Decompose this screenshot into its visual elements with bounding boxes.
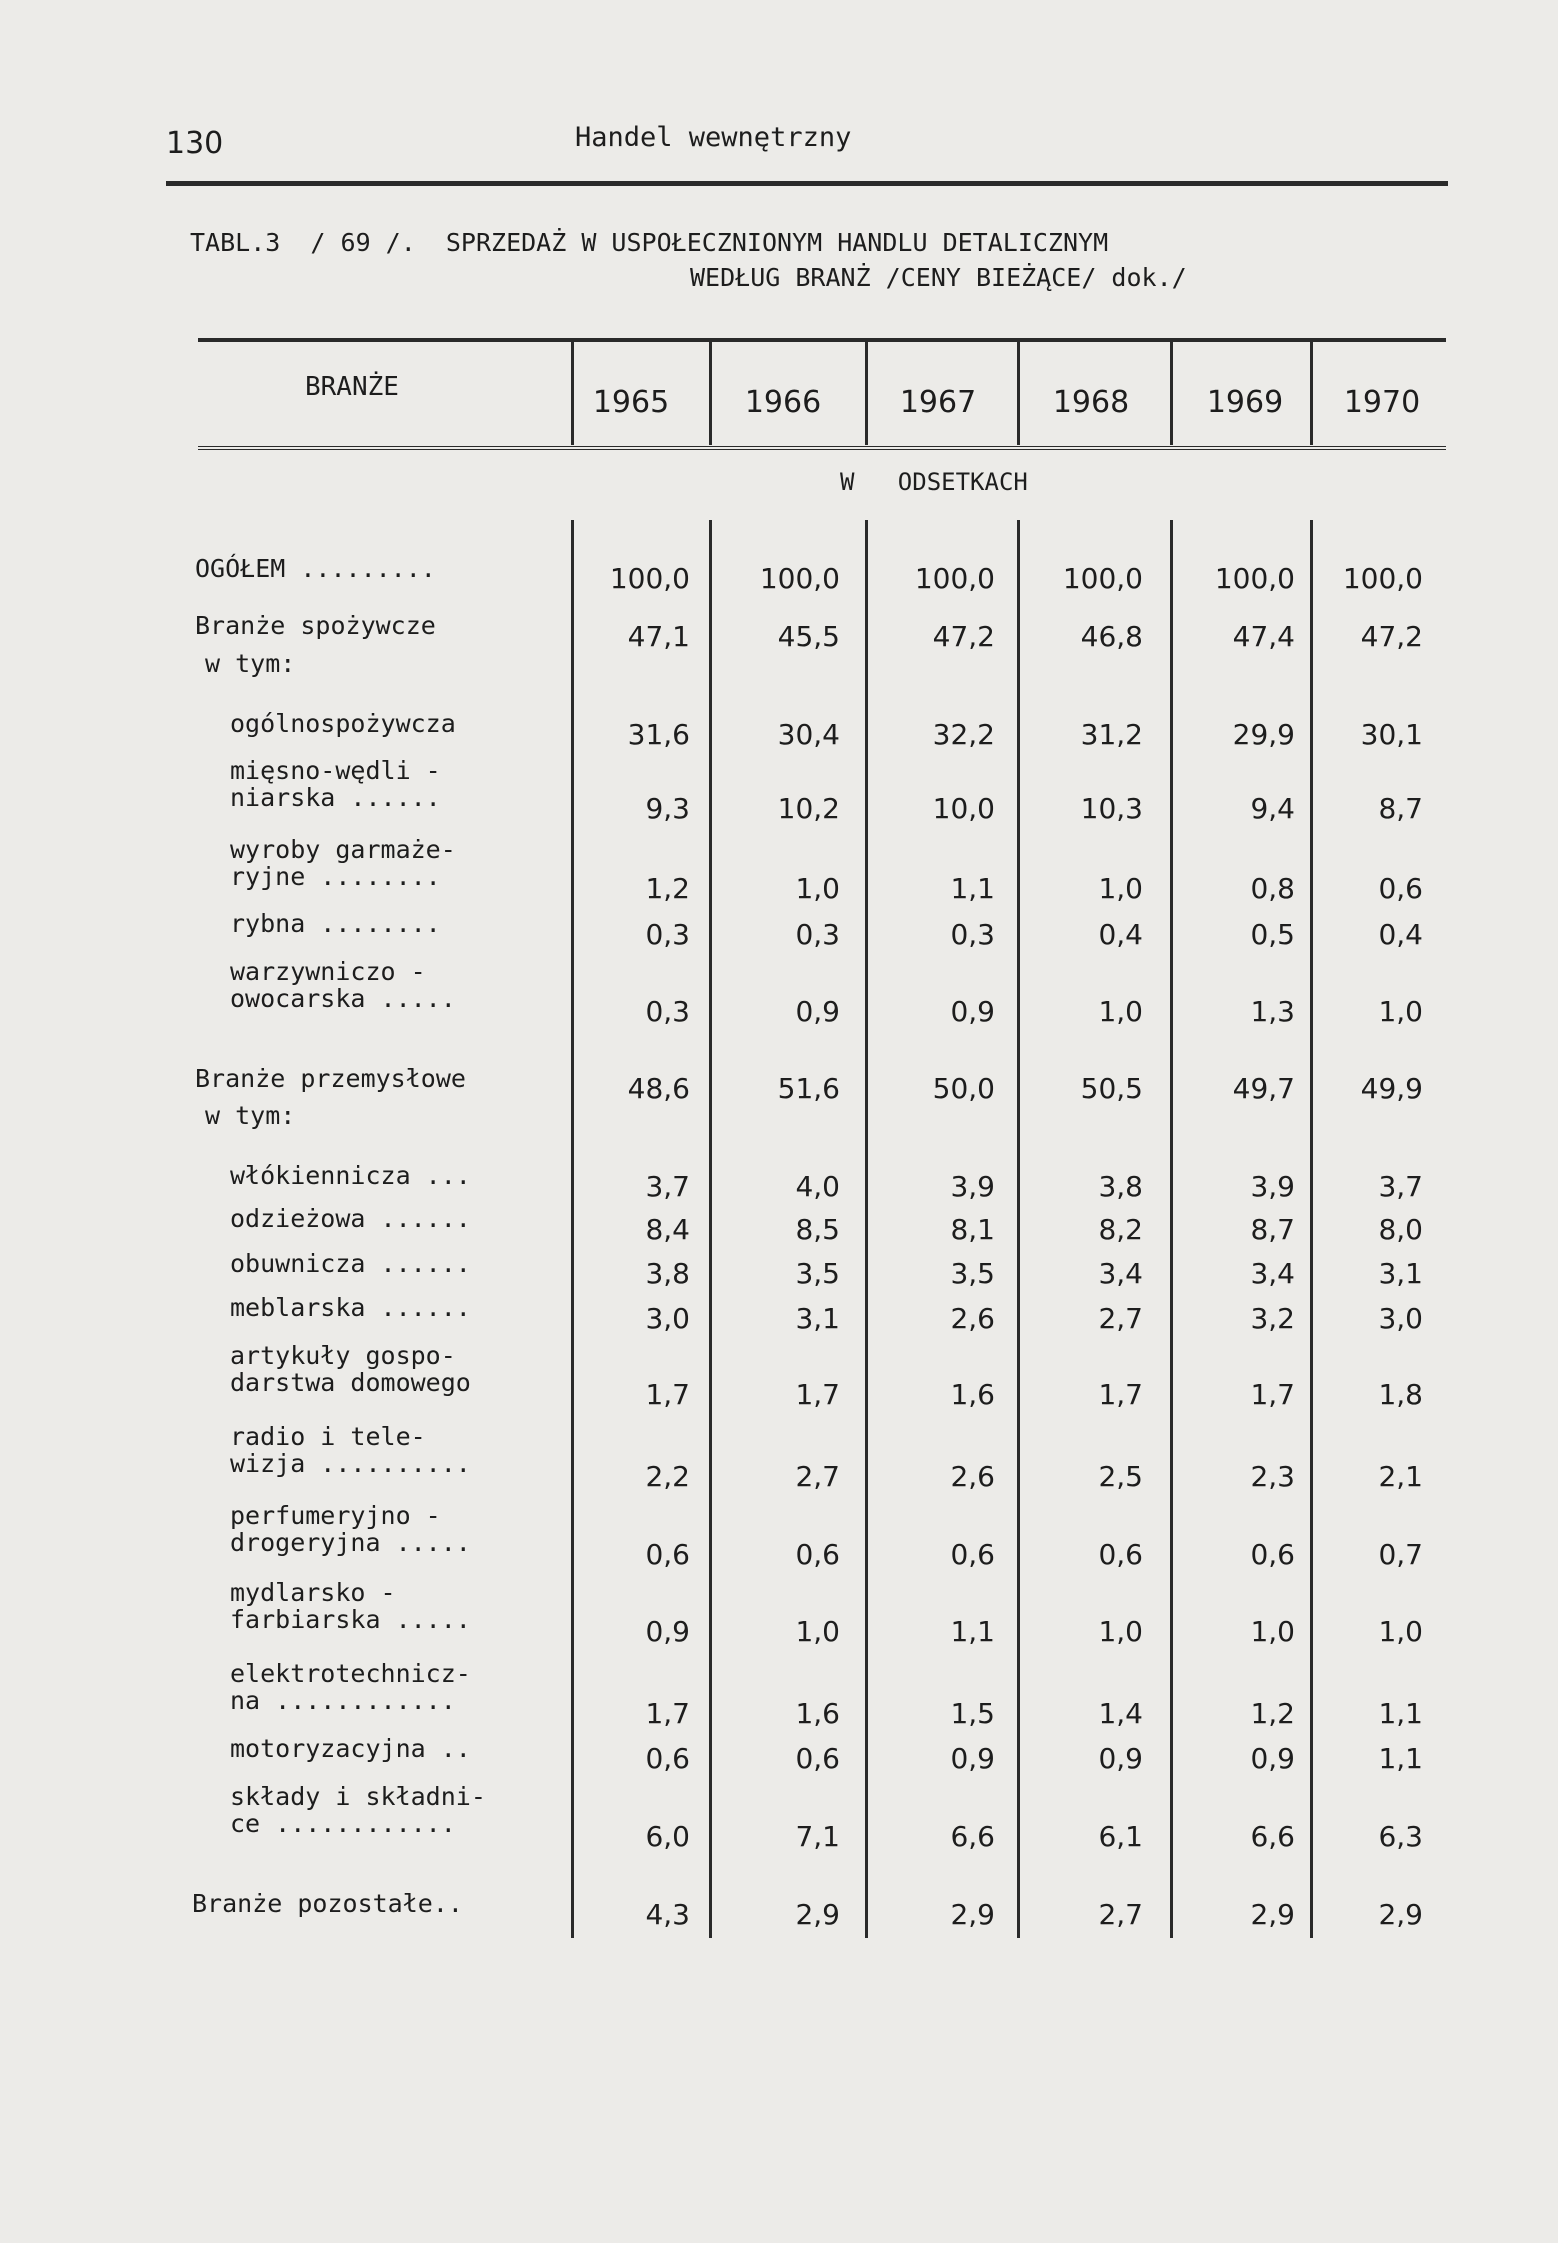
table-cell: 3,2 [1250,1302,1295,1335]
table-cell: 29,9 [1232,718,1295,751]
row-label: mydlarsko - farbiarska ..... [230,1578,471,1634]
table-cell: 1,0 [1098,995,1143,1028]
table-cell: 47,2 [932,620,995,653]
table-cell: 31,6 [627,718,690,751]
column-separator [1310,342,1313,445]
table-cell: 2,1 [1378,1460,1423,1493]
table-cell: 49,9 [1360,1072,1423,1105]
table-cell: 1,1 [950,1615,995,1648]
table-cell: 1,0 [1098,1615,1143,1648]
table-cell: 1,7 [795,1378,840,1411]
row-label: rybna ........ [230,909,441,938]
table-cell: 100,0 [914,562,995,595]
table-cell: 3,0 [1378,1302,1423,1335]
column-header-year: 1966 [744,385,822,420]
table-cell: 3,7 [645,1170,690,1203]
table-cell: 1,7 [1250,1378,1295,1411]
table-cell: 0,9 [950,1742,995,1775]
table-cell: 0,4 [1378,918,1423,951]
table-cell: 3,7 [1378,1170,1423,1203]
column-header-year: 1970 [1343,385,1421,420]
table-title-line1: TABL.3 / 69 /. SPRZEDAŻ W USPOŁECZNIONYM HANDLU DETALICZNYM [190,228,1109,257]
table-cell: 9,4 [1250,792,1295,825]
table-cell: 1,6 [795,1697,840,1730]
table-cell: 0,3 [950,918,995,951]
table-cell: 1,4 [1098,1697,1143,1730]
table-cell: 3,1 [1378,1257,1423,1290]
row-label: mięsno-wędli - niarska ...... [230,756,441,812]
table-cell: 47,4 [1232,620,1295,653]
table-cell: 0,3 [795,918,840,951]
table-cell: 50,5 [1080,1072,1143,1105]
table-cell: 8,2 [1098,1213,1143,1246]
running-head: Handel wewnętrzny [575,122,852,153]
table-cell: 3,0 [645,1302,690,1335]
table-cell: 1,7 [1098,1378,1143,1411]
table-cell: 2,5 [1098,1460,1143,1493]
column-header-year: 1969 [1206,385,1284,420]
table-cell: 49,7 [1232,1072,1295,1105]
table-cell: 1,0 [795,872,840,905]
table-cell: 45,5 [777,620,840,653]
table-cell: 0,6 [950,1538,995,1571]
table-cell: 10,3 [1080,792,1143,825]
table-cell: 3,9 [1250,1170,1295,1203]
table-cell: 3,8 [1098,1170,1143,1203]
column-separator [865,342,868,445]
table-cell: 100,0 [1062,562,1143,595]
row-label: Branże spożywcze [195,611,436,640]
table-cell: 100,0 [609,562,690,595]
row-label: meblarska ...... [230,1293,471,1322]
table-cell: 6,0 [645,1820,690,1853]
table-cell: 1,7 [645,1697,690,1730]
table-cell: 3,4 [1098,1257,1143,1290]
table-cell: 8,7 [1378,792,1423,825]
table-cell: 0,9 [795,995,840,1028]
table-cell: 0,6 [795,1742,840,1775]
table-cell: 2,3 [1250,1460,1295,1493]
table-cell: 0,9 [1250,1742,1295,1775]
row-label: składy i składni- ce ............ [230,1782,486,1838]
row-label: wyroby garmaże- ryjne ........ [230,835,456,891]
table-cell: 51,6 [777,1072,840,1105]
row-label: perfumeryjno - drogeryjna ..... [230,1501,471,1557]
table-cell: 1,0 [1250,1615,1295,1648]
table-cell: 1,2 [645,872,690,905]
table-cell: 2,7 [1098,1898,1143,1931]
table-cell: 0,9 [1098,1742,1143,1775]
table-header-rule [198,446,1446,450]
row-label: radio i tele- wizja .......... [230,1422,471,1478]
row-label: elektrotechnicz- na ............ [230,1659,471,1715]
page-number: 130 [166,126,224,161]
column-header-branze: BRANŻE [305,372,399,402]
table-cell: 1,0 [1378,1615,1423,1648]
table-cell: 2,9 [795,1898,840,1931]
table-cell: 47,2 [1360,620,1423,653]
table-cell: 3,9 [950,1170,995,1203]
table-cell: 1,0 [1098,872,1143,905]
table-cell: 3,4 [1250,1257,1295,1290]
table-cell: 0,3 [645,918,690,951]
table-cell: 6,6 [950,1820,995,1853]
row-label: Branże pozostałe.. [192,1889,463,1918]
table-cell: 3,5 [795,1257,840,1290]
table-cell: 0,6 [795,1538,840,1571]
table-cell: 2,2 [645,1460,690,1493]
table-title-line2: WEDŁUG BRANŻ /CENY BIEŻĄCE/ dok./ [690,263,1187,292]
table-cell: 100,0 [759,562,840,595]
row-label: OGÓŁEM ......... [195,554,436,583]
table-cell: 3,5 [950,1257,995,1290]
table-cell: 1,8 [1378,1378,1423,1411]
table-cell: 0,4 [1098,918,1143,951]
table-cell: 1,5 [950,1697,995,1730]
row-label: w tym: [205,649,296,678]
unit-caption: W ODSETKACH [840,468,1028,496]
table-cell: 1,2 [1250,1697,1295,1730]
table-cell: 8,7 [1250,1213,1295,1246]
row-label: warzywniczo - owocarska ..... [230,957,456,1013]
table-cell: 0,6 [645,1742,690,1775]
table-cell: 8,5 [795,1213,840,1246]
column-separator [1017,342,1020,445]
table-cell: 47,1 [627,620,690,653]
column-separator [1170,342,1173,445]
table-cell: 1,1 [1378,1697,1423,1730]
table-cell: 3,8 [645,1257,690,1290]
row-label: motoryzacyjna .. [230,1734,471,1763]
column-header-year: 1965 [592,385,670,420]
table-cell: 4,3 [645,1898,690,1931]
column-separator [571,342,574,445]
table-cell: 0,7 [1378,1538,1423,1571]
table-cell: 2,9 [1250,1898,1295,1931]
row-label: odzieżowa ...... [230,1204,471,1233]
table-cell: 1,3 [1250,995,1295,1028]
column-separator [709,342,712,445]
table-cell: 48,6 [627,1072,690,1105]
table-cell: 30,4 [777,718,840,751]
table-cell: 2,7 [1098,1302,1143,1335]
column-header-year: 1967 [899,385,977,420]
table-cell: 100,0 [1214,562,1295,595]
table-cell: 9,3 [645,792,690,825]
table-cell: 0,8 [1250,872,1295,905]
row-label: włókiennicza ... [230,1161,471,1190]
table-cell: 0,6 [1250,1538,1295,1571]
table-cell: 0,6 [1378,872,1423,905]
table-cell: 7,1 [795,1820,840,1853]
table-cell: 31,2 [1080,718,1143,751]
table-cell: 2,6 [950,1302,995,1335]
table-cell: 6,6 [1250,1820,1295,1853]
column-header-year: 1968 [1052,385,1130,420]
table-cell: 10,2 [777,792,840,825]
table-cell: 6,1 [1098,1820,1143,1853]
table-cell: 0,6 [645,1538,690,1571]
table-cell: 8,0 [1378,1213,1423,1246]
table-cell: 3,1 [795,1302,840,1335]
table-cell: 2,9 [950,1898,995,1931]
table-cell: 10,0 [932,792,995,825]
table-cell: 0,3 [645,995,690,1028]
table-cell: 2,9 [1378,1898,1423,1931]
table-cell: 1,0 [1378,995,1423,1028]
table-cell: 1,6 [950,1378,995,1411]
table-cell: 30,1 [1360,718,1423,751]
table-cell: 8,4 [645,1213,690,1246]
top-rule [166,181,1448,186]
table-cell: 4,0 [795,1170,840,1203]
table-cell: 0,9 [950,995,995,1028]
table-cell: 1,0 [795,1615,840,1648]
row-label: w tym: [205,1101,296,1130]
table-cell: 46,8 [1080,620,1143,653]
table-cell: 50,0 [932,1072,995,1105]
table-cell: 1,7 [645,1378,690,1411]
table-top-rule [198,338,1446,342]
table-cell: 100,0 [1342,562,1423,595]
row-label: ogólnospożywcza [230,709,456,738]
table-cell: 8,1 [950,1213,995,1246]
table-cell: 1,1 [1378,1742,1423,1775]
row-label: obuwnicza ...... [230,1249,471,1278]
table-cell: 0,9 [645,1615,690,1648]
table-cell: 2,7 [795,1460,840,1493]
table-cell: 1,1 [950,872,995,905]
table-cell: 0,6 [1098,1538,1143,1571]
table-cell: 2,6 [950,1460,995,1493]
table-cell: 32,2 [932,718,995,751]
table-cell: 6,3 [1378,1820,1423,1853]
table-cell: 0,5 [1250,918,1295,951]
row-label: Branże przemysłowe [195,1064,466,1093]
row-label: artykuły gospo- darstwa domowego [230,1341,471,1397]
